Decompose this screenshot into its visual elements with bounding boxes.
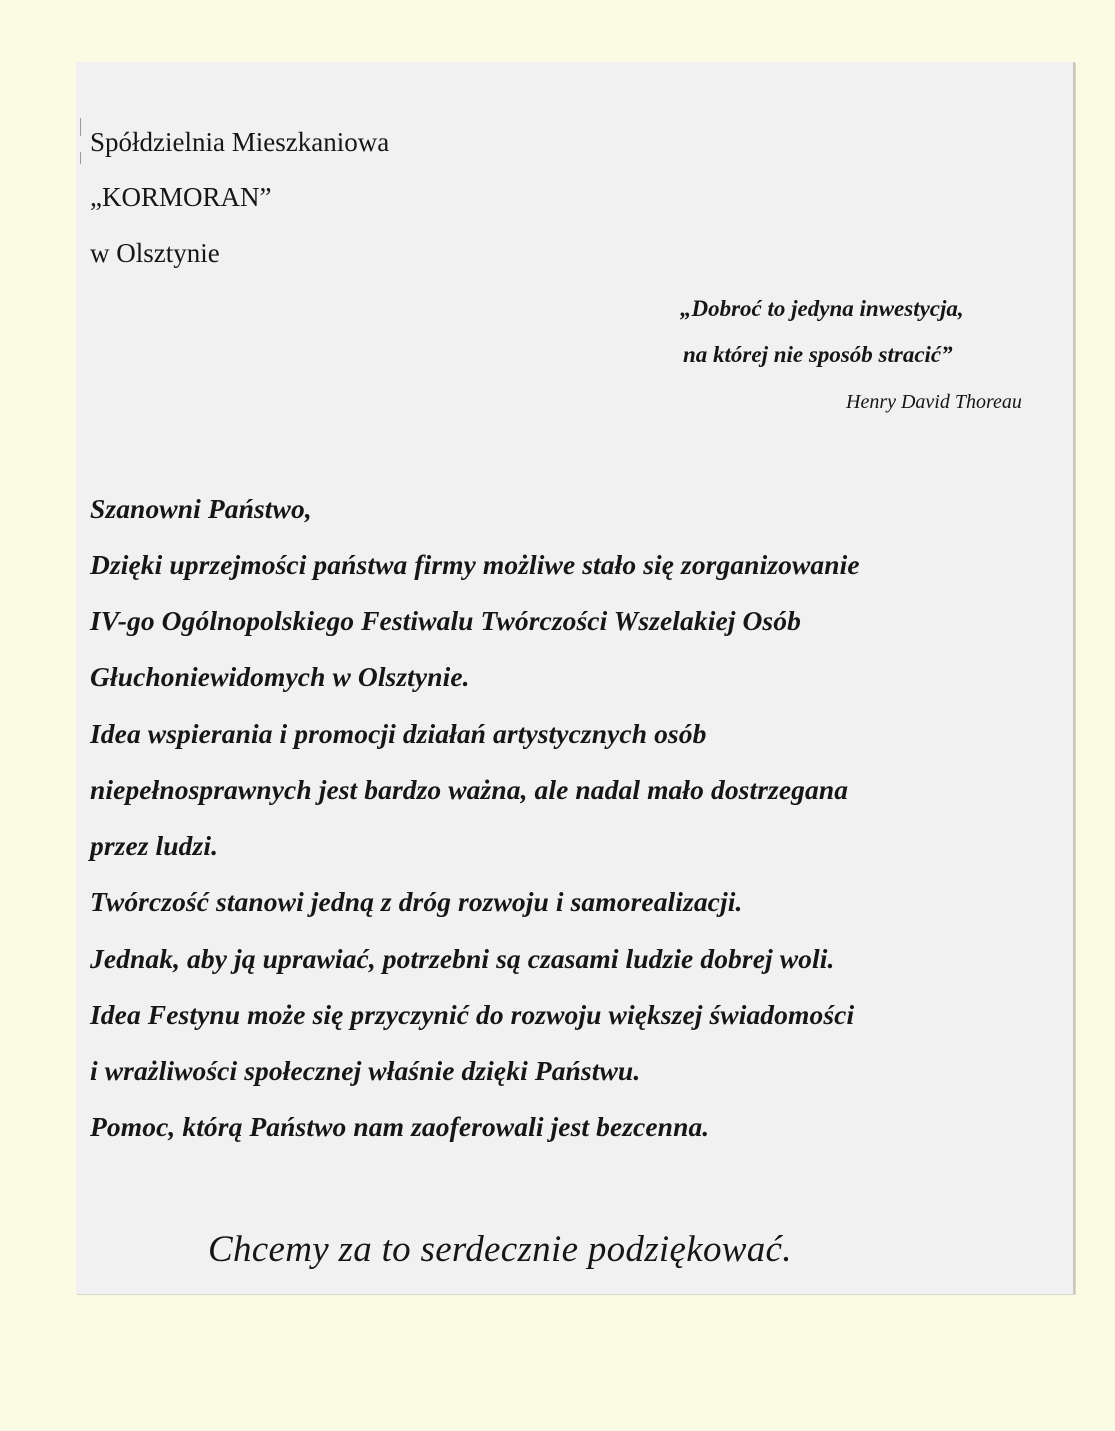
letter-line: i wrażliwości społecznej właśnie dzięki Państwu. (90, 1055, 641, 1086)
letter-line: Idea wspierania i promocji działań artystycznych osób (90, 718, 707, 749)
organization-title: „KORMORAN” (90, 182, 272, 212)
scan-edge-mark (80, 118, 81, 136)
letter-line: Idea Festynu może się przyczynić do rozwoju większej świadomości (90, 999, 855, 1030)
letter-line: Pomoc, którą Państwo nam zaoferowali jest bezcenna. (90, 1111, 710, 1142)
quote-line-2: na której nie sposób stracić” (683, 342, 953, 367)
scan-edge-mark (80, 152, 81, 164)
letter-line: Głuchoniewidomych w Olsztynie. (90, 661, 470, 692)
letter-line: Jednak, aby ją uprawiać, potrzebni są czasami ludzie dobrej woli. (90, 943, 835, 974)
letter-line: przez ludzi. (90, 830, 219, 861)
organization-city: w Olsztynie (90, 238, 220, 268)
quote-author: Henry David Thoreau (846, 391, 1022, 413)
organization-name: Spółdzielnia Mieszkaniowa (90, 127, 390, 157)
letter-closing: Chcemy za to serdecznie podziękować. (208, 1229, 792, 1270)
letter-line: niepełnosprawnych jest bardzo ważna, ale nadal mało dostrzegana (90, 774, 849, 805)
letter-line: IV-go Ogólnopolskiego Festiwalu Twórczości Wszelakiej Osób (90, 605, 801, 636)
letter-line: Dzięki uprzejmości państwa firmy możliwe stało się zorganizowanie (90, 549, 860, 580)
letter-line: Twórczość stanowi jedną z dróg rozwoju i samorealizacji. (90, 886, 743, 917)
quote-line-1: „Dobroć to jedyna inwestycja, (680, 296, 964, 321)
letter-salutation: Szanowni Państwo, (90, 493, 312, 524)
